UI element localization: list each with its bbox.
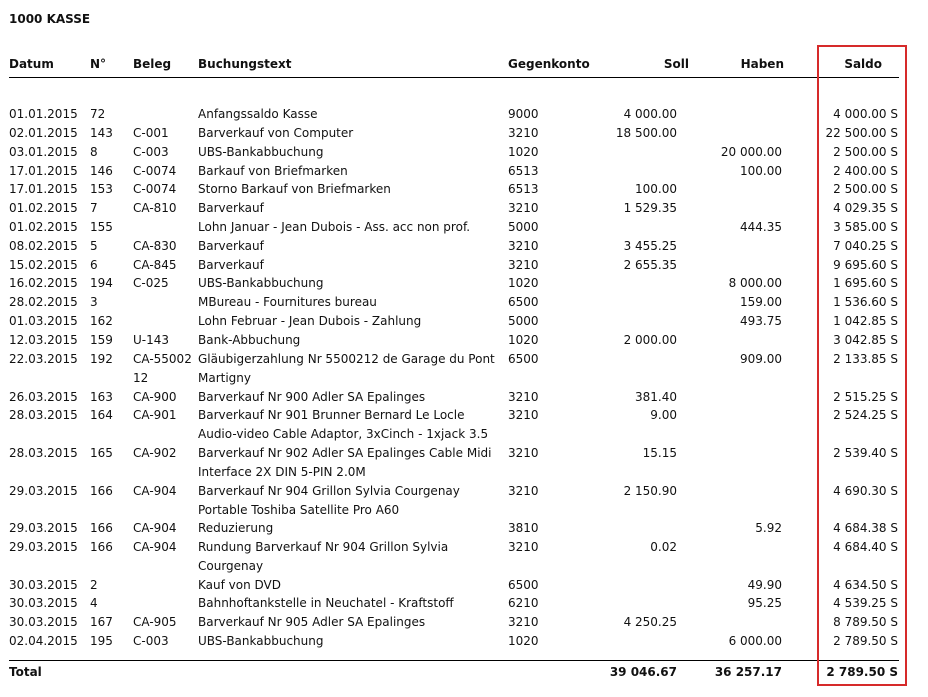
cell-buchungstext: Anfangssaldo Kasse [198, 107, 318, 121]
cell-gegenkonto: 1020 [508, 333, 539, 347]
cell-haben: 6 000.00 [728, 634, 782, 648]
cell-gegenkonto: 3210 [508, 258, 539, 272]
cell-buchungstext-line2: Interface 2X DIN 5-PIN 2.0M [198, 465, 366, 479]
cell-saldo: 8 789.50 S [833, 615, 898, 629]
cell-nr: 3 [90, 295, 98, 309]
cell-saldo: 7 040.25 S [833, 239, 898, 253]
cell-nr: 162 [90, 314, 113, 328]
cell-gegenkonto: 6210 [508, 596, 539, 610]
cell-beleg: CA-902 [133, 446, 177, 460]
cell-buchungstext: Barverkauf [198, 201, 264, 215]
cell-beleg: C-0074 [133, 164, 177, 178]
cell-nr: 166 [90, 540, 113, 554]
header-gegenkonto: Gegenkonto [508, 57, 590, 71]
header-divider [9, 77, 899, 78]
cell-soll: 0.02 [650, 540, 677, 554]
cell-saldo: 4 539.25 S [833, 596, 898, 610]
cell-datum: 29.03.2015 [9, 484, 78, 498]
cell-datum: 28.03.2015 [9, 408, 78, 422]
cell-datum: 08.02.2015 [9, 239, 78, 253]
header-saldo: Saldo [844, 57, 882, 71]
cell-haben: 8 000.00 [728, 276, 782, 290]
cell-buchungstext: Bank-Abbuchung [198, 333, 301, 347]
cell-buchungstext-line2: Martigny [198, 371, 252, 385]
cell-gegenkonto: 3210 [508, 615, 539, 629]
cell-gegenkonto: 5000 [508, 220, 539, 234]
cell-saldo: 2 539.40 S [833, 446, 898, 460]
cell-datum: 12.03.2015 [9, 333, 78, 347]
cell-soll: 9.00 [650, 408, 677, 422]
cell-beleg: CA-810 [133, 201, 177, 215]
cell-datum: 28.03.2015 [9, 446, 78, 460]
cell-nr: 4 [90, 596, 98, 610]
cell-gegenkonto: 3210 [508, 446, 539, 460]
cell-gegenkonto: 3210 [508, 408, 539, 422]
cell-gegenkonto: 3810 [508, 521, 539, 535]
cell-saldo: 4 634.50 S [833, 578, 898, 592]
cell-nr: 153 [90, 182, 113, 196]
cell-buchungstext: Barverkauf von Computer [198, 126, 354, 140]
header-datum: Datum [9, 57, 54, 71]
cell-buchungstext: Barverkauf Nr 904 Grillon Sylvia Courgenay [198, 484, 460, 498]
cell-datum: 16.02.2015 [9, 276, 78, 290]
cell-datum: 26.03.2015 [9, 390, 78, 404]
cell-saldo: 4 684.40 S [833, 540, 898, 554]
cell-buchungstext: Kauf von DVD [198, 578, 281, 592]
cell-gegenkonto: 3210 [508, 201, 539, 215]
cell-datum: 30.03.2015 [9, 615, 78, 629]
report-title: 1000 KASSE [9, 12, 91, 26]
cell-soll: 2 655.35 [623, 258, 677, 272]
cell-saldo: 2 789.50 S [833, 634, 898, 648]
cell-haben: 5.92 [755, 521, 782, 535]
header-beleg: Beleg [133, 57, 172, 71]
cell-saldo: 2 500.00 S [833, 182, 898, 196]
cell-datum: 02.01.2015 [9, 126, 78, 140]
header-haben: Haben [740, 57, 784, 71]
header-buchungstext: Buchungstext [198, 57, 292, 71]
cell-datum: 15.02.2015 [9, 258, 78, 272]
cell-datum: 17.01.2015 [9, 182, 78, 196]
cell-buchungstext-line2: Audio-video Cable Adaptor, 3xCinch - 1xjack 3.5 [198, 427, 489, 441]
cell-saldo: 1 042.85 S [833, 314, 898, 328]
cell-gegenkonto: 3210 [508, 239, 539, 253]
cell-gegenkonto: 6513 [508, 182, 539, 196]
cell-beleg: CA-904 [133, 540, 177, 554]
cell-datum: 30.03.2015 [9, 596, 78, 610]
cell-soll: 4 000.00 [623, 107, 677, 121]
cell-buchungstext: Lohn Februar - Jean Dubois - Zahlung [198, 314, 422, 328]
cell-datum: 29.03.2015 [9, 521, 78, 535]
cell-nr: 167 [90, 615, 113, 629]
cell-datum: 28.02.2015 [9, 295, 78, 309]
cell-gegenkonto: 6500 [508, 578, 539, 592]
cell-saldo: 3 585.00 S [833, 220, 898, 234]
cell-datum: 30.03.2015 [9, 578, 78, 592]
cell-haben: 909.00 [740, 352, 782, 366]
cell-saldo: 3 042.85 S [833, 333, 898, 347]
cell-saldo: 4 690.30 S [833, 484, 898, 498]
cell-datum: 02.04.2015 [9, 634, 78, 648]
cell-saldo: 2 524.25 S [833, 408, 898, 422]
cell-gegenkonto: 9000 [508, 107, 539, 121]
cell-buchungstext: Barverkauf Nr 901 Brunner Bernard Le Locle [198, 408, 465, 422]
cell-buchungstext: Barverkauf Nr 902 Adler SA Epalinges Cable Midi [198, 446, 492, 460]
cell-saldo: 4 029.35 S [833, 201, 898, 215]
cell-haben: 493.75 [740, 314, 782, 328]
cell-beleg: C-001 [133, 126, 169, 140]
cell-haben: 444.35 [740, 220, 782, 234]
cell-gegenkonto: 3210 [508, 540, 539, 554]
cell-nr: 166 [90, 521, 113, 535]
cell-haben: 95.25 [747, 596, 782, 610]
cell-nr: 164 [90, 408, 113, 422]
cell-nr: 7 [90, 201, 98, 215]
cell-beleg: C-025 [133, 276, 169, 290]
cell-datum: 03.01.2015 [9, 145, 78, 159]
cell-beleg: CA-845 [133, 258, 177, 272]
cell-beleg: CA-904 [133, 484, 177, 498]
cell-buchungstext: UBS-Bankabbuchung [198, 634, 324, 648]
cell-datum: 29.03.2015 [9, 540, 78, 554]
cell-saldo: 4 000.00 S [833, 107, 898, 121]
cell-nr: 8 [90, 145, 98, 159]
cell-buchungstext-line2: Portable Toshiba Satellite Pro A60 [198, 503, 400, 517]
cell-nr: 72 [90, 107, 106, 121]
cell-buchungstext: Barverkauf Nr 905 Adler SA Epalinges [198, 615, 426, 629]
cell-soll: 4 250.25 [623, 615, 677, 629]
cell-nr: 165 [90, 446, 113, 460]
cell-beleg: CA-900 [133, 390, 177, 404]
total-saldo: 2 789.50 S [826, 665, 898, 679]
cell-soll: 381.40 [635, 390, 677, 404]
cell-beleg: C-0074 [133, 182, 177, 196]
cell-beleg: C-003 [133, 634, 169, 648]
cell-buchungstext: Rundung Barverkauf Nr 904 Grillon Sylvia [198, 540, 449, 554]
cell-nr: 159 [90, 333, 113, 347]
cell-soll: 100.00 [635, 182, 677, 196]
cell-datum: 01.02.2015 [9, 201, 78, 215]
cell-saldo: 1 695.60 S [833, 276, 898, 290]
cell-saldo: 2 133.85 S [833, 352, 898, 366]
total-soll: 39 046.67 [609, 665, 677, 679]
cell-gegenkonto: 3210 [508, 390, 539, 404]
cell-beleg: U-143 [133, 333, 170, 347]
cell-gegenkonto: 1020 [508, 634, 539, 648]
cell-nr: 163 [90, 390, 113, 404]
cell-soll: 3 455.25 [623, 239, 677, 253]
total-haben: 36 257.17 [714, 665, 782, 679]
cell-saldo: 2 400.00 S [833, 164, 898, 178]
cell-beleg: CA-55002 [133, 352, 192, 366]
cell-buchungstext: UBS-Bankabbuchung [198, 276, 324, 290]
header-soll: Soll [663, 57, 689, 71]
cell-datum: 22.03.2015 [9, 352, 78, 366]
cell-datum: 01.02.2015 [9, 220, 78, 234]
cell-buchungstext: UBS-Bankabbuchung [198, 145, 324, 159]
cell-datum: 01.03.2015 [9, 314, 78, 328]
cell-nr: 195 [90, 634, 113, 648]
cell-saldo: 4 684.38 S [833, 521, 898, 535]
cell-gegenkonto: 6500 [508, 295, 539, 309]
cell-datum: 17.01.2015 [9, 164, 78, 178]
cell-buchungstext: Storno Barkauf von Briefmarken [198, 182, 391, 196]
cell-nr: 2 [90, 578, 98, 592]
cell-beleg-line2: 12 [133, 371, 149, 385]
header-nr: N° [90, 57, 107, 71]
cell-datum: 01.01.2015 [9, 107, 78, 121]
cell-soll: 2 000.00 [623, 333, 677, 347]
cell-haben: 49.90 [747, 578, 782, 592]
cell-nr: 5 [90, 239, 98, 253]
cell-gegenkonto: 3210 [508, 484, 539, 498]
cell-beleg: CA-905 [133, 615, 177, 629]
cell-soll: 1 529.35 [623, 201, 677, 215]
cell-buchungstext: Reduzierung [198, 521, 274, 535]
cell-beleg: C-003 [133, 145, 169, 159]
cell-buchungstext: Barverkauf Nr 900 Adler SA Epalinges [198, 390, 426, 404]
cell-gegenkonto: 5000 [508, 314, 539, 328]
cell-gegenkonto: 3210 [508, 126, 539, 140]
cell-haben: 159.00 [740, 295, 782, 309]
cell-soll: 18 500.00 [615, 126, 677, 140]
cell-beleg: CA-830 [133, 239, 177, 253]
cell-saldo: 1 536.60 S [833, 295, 898, 309]
cell-gegenkonto: 6500 [508, 352, 539, 366]
cell-saldo: 9 695.60 S [833, 258, 898, 272]
cell-gegenkonto: 1020 [508, 276, 539, 290]
cell-nr: 166 [90, 484, 113, 498]
cell-gegenkonto: 6513 [508, 164, 539, 178]
cell-nr: 155 [90, 220, 113, 234]
cell-gegenkonto: 1020 [508, 145, 539, 159]
total-label: Total [9, 665, 42, 679]
cell-beleg: CA-904 [133, 521, 177, 535]
cell-saldo: 2 500.00 S [833, 145, 898, 159]
cell-soll: 15.15 [642, 446, 677, 460]
cell-nr: 146 [90, 164, 113, 178]
cell-buchungstext: Lohn Januar - Jean Dubois - Ass. acc non prof. [198, 220, 471, 234]
cell-haben: 20 000.00 [720, 145, 782, 159]
cell-buchungstext: MBureau - Fournitures bureau [198, 295, 377, 309]
cell-beleg: CA-901 [133, 408, 177, 422]
cell-buchungstext: Barverkauf [198, 239, 264, 253]
saldo-column-highlight [817, 45, 907, 686]
cell-soll: 2 150.90 [623, 484, 677, 498]
cell-buchungstext: Gläubigerzahlung Nr 5500212 de Garage du Pont [198, 352, 495, 366]
cell-saldo: 2 515.25 S [833, 390, 898, 404]
cell-buchungstext: Barverkauf [198, 258, 264, 272]
cell-nr: 192 [90, 352, 113, 366]
total-divider [9, 660, 899, 661]
cell-buchungstext: Barkauf von Briefmarken [198, 164, 348, 178]
cell-saldo: 22 500.00 S [825, 126, 898, 140]
cell-nr: 6 [90, 258, 98, 272]
cell-buchungstext: Bahnhoftankstelle in Neuchatel - Kraftstoff [198, 596, 454, 610]
cell-haben: 100.00 [740, 164, 782, 178]
cell-nr: 194 [90, 276, 113, 290]
cell-buchungstext-line2: Courgenay [198, 559, 264, 573]
cell-nr: 143 [90, 126, 113, 140]
